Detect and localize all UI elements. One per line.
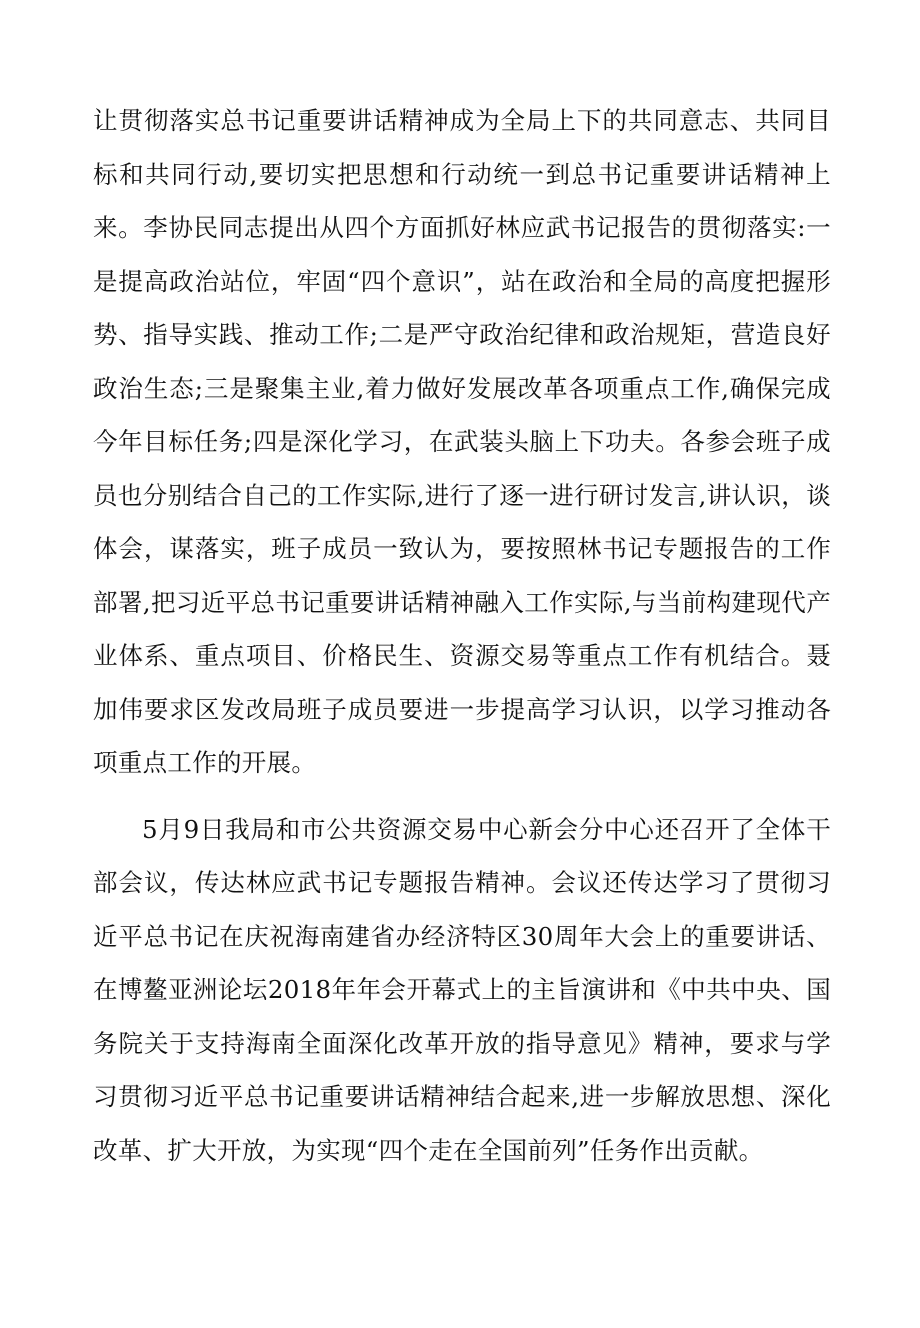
paragraph-1: 让贯彻落实总书记重要讲话精神成为全局上下的共同意志、共同目标和共同行动,要切实把思想和行动统一到总书记重要讲话精神上来。李协民同志提出从四个方面抓好林应武书记报告的贯彻落实:一是提高政治站位，牢固“四个意识”，站在政治和全局的高度把握形势、指导实践、推动工作;二是严守政治纪律和政治规矩，营造良好政治生态;三是聚集主业,着力做好发展改革各项重点工作,确保完成今年目标任务;四是深化学习，在武装头脑上下功夫。各参会班子成员也分别结合自己的工作实际,进行了逐一进行研讨发言,讲认识，谈体会，谋落实，班子成员一致认为，要按照林书记专题报告的工作部署,把习近平总书记重要讲话精神融入工作实际,与当前构建现代产业体系、重点项目、价格民生、资源交易等重点工作有机结合。聂加伟要求区发改局班子成员要进一步提高学习认识，以学习推动各项重点工作的开展。	[93, 106, 831, 777]
paragraph-2: 5月9日我局和市公共资源交易中心新会分中心还召开了全体干部会议，传达林应武书记专题报告精神。会议还传达学习了贯彻习近平总书记在庆祝海南建省办经济特区30周年大会上的重要讲话、在博鳌亚洲论坛2018年年会开幕式上的主旨演讲和《中共中央、国务院关于支持海南全面深化改革开放的指导意见》精神，要求与学习贯彻习近平总书记重要讲话精神结合起来,进一步解放思想、深化改革、扩大开放，为实现“四个走在全国前列”任务作出贡献。	[93, 814, 831, 1165]
document-page	[93, 94, 831, 1177]
